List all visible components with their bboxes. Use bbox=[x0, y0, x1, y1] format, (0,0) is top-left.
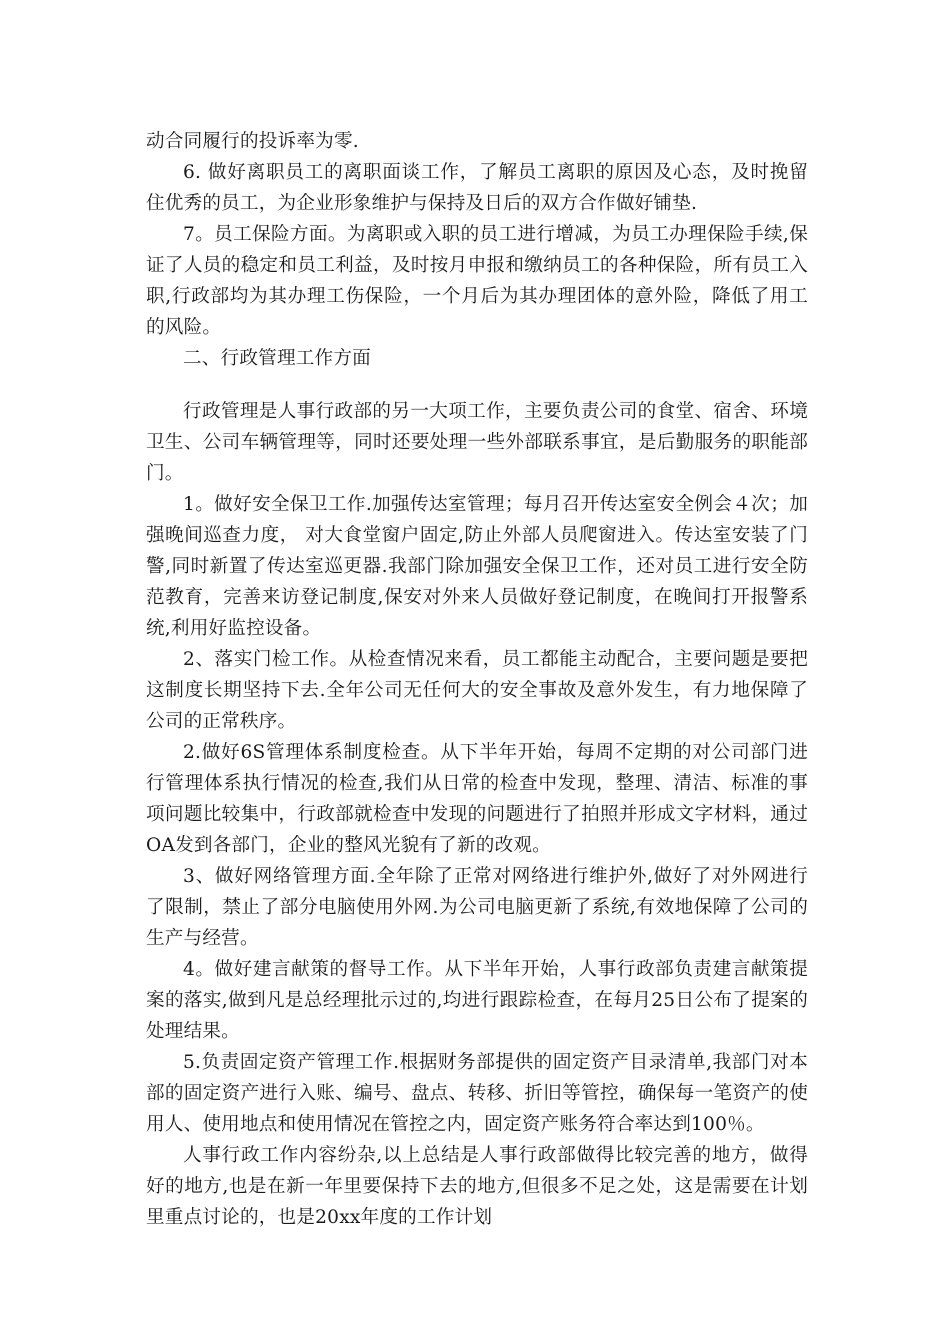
paragraph-summary: 人事行政工作内容纷杂,以上总结是人事行政部做得比较完善的地方，做得好的地方,也是在新一年里要保持下去的地方,但很多不足之处，这是需要在计划里重点讨论的，也是20xx年度的工作计划 bbox=[146, 1145, 808, 1228]
paragraph-employee-insurance: 7。员工保险方面。为离职或入职的员工进行增减，为员工办理保险手续,保证了人员的稳定和员工利益，及时按月申报和缴纳员工的各种保险，所有员工入职,行政部均为其办理工伤保险，一个月后为其办理团体的意外险，降低了用工的风险。 bbox=[146, 224, 808, 338]
document-body bbox=[146, 126, 808, 1233]
paragraph-6s-inspection: 2.做好6S管理体系制度检查。从下半年开始，每周不定期的对公司部门进行管理体系执行情况的检查,我们从日常的检查中发现，整理、清洁、标准的事项问题比较集中，行政部就检查中发现的问题进行了拍照并形成文字材料，通过OA发到各部门，企业的整风光貌有了新的改观。 bbox=[146, 742, 808, 856]
paragraph-spacer bbox=[146, 374, 808, 396]
paragraph-exit-interview: 6. 做好离职员工的离职面谈工作，了解员工离职的原因及心态，及时挽留住优秀的员工，为企业形象维护与保持及日后的双方合作做好铺垫. bbox=[146, 162, 808, 214]
paragraph-fixed-assets: 5.负责固定资产管理工作.根据财务部提供的固定资产目录清单,我部门对本部的固定资产进行入账、编号、盘点、转移、折旧等管控，确保每一笔资产的使用人、使用地点和使用情况在管控之内，固定资产账务符合率达到100％。 bbox=[146, 1052, 808, 1135]
paragraph-gate-inspection: 2、落实门检工作。从检查情况来看，员工都能主动配合，主要问题是要把这制度长期坚持下去.全年公司无任何大的安全事故及意外发生，有力地保障了公司的正常秩序。 bbox=[146, 649, 808, 732]
paragraph-network-management: 3、做好网络管理方面.全年除了正常对网络进行维护外,做好了对外网进行了限制，禁止了部分电脑使用外网.为公司电脑更新了系统,有效地保障了公司的生产与经营。 bbox=[146, 866, 808, 949]
paragraph-security: 1。做好安全保卫工作.加强传达室管理；每月召开传达室安全例会４次；加强晚间巡查力度， 对大食堂窗户固定,防止外部人员爬窗进入。传达室安装了门警,同时新置了传达室巡更器.我部门除加强安全保卫工作，还对员工进行安全防范教育，完善来访登记制度,保安对外来人员做好登记制度，在晚间打开报警系统,利用好监控设备。 bbox=[146, 494, 808, 639]
section-heading-administration: 二、行政管理工作方面 bbox=[183, 348, 371, 369]
paragraph-continuation: 动合同履行的投诉率为零. bbox=[146, 131, 359, 152]
paragraph-suggestions: 4。做好建言献策的督导工作。从下半年开始，人事行政部负责建言献策提案的落实,做到凡是总经理批示过的,均进行跟踪检查，在每月25日公布了提案的处理结果。 bbox=[146, 959, 808, 1042]
paragraph-administration-intro: 行政管理是人事行政部的另一大项工作，主要负责公司的食堂、宿舍、环境卫生、公司车辆管理等，同时还要处理一些外部联系事宜，是后勤服务的职能部门。 bbox=[146, 401, 808, 484]
